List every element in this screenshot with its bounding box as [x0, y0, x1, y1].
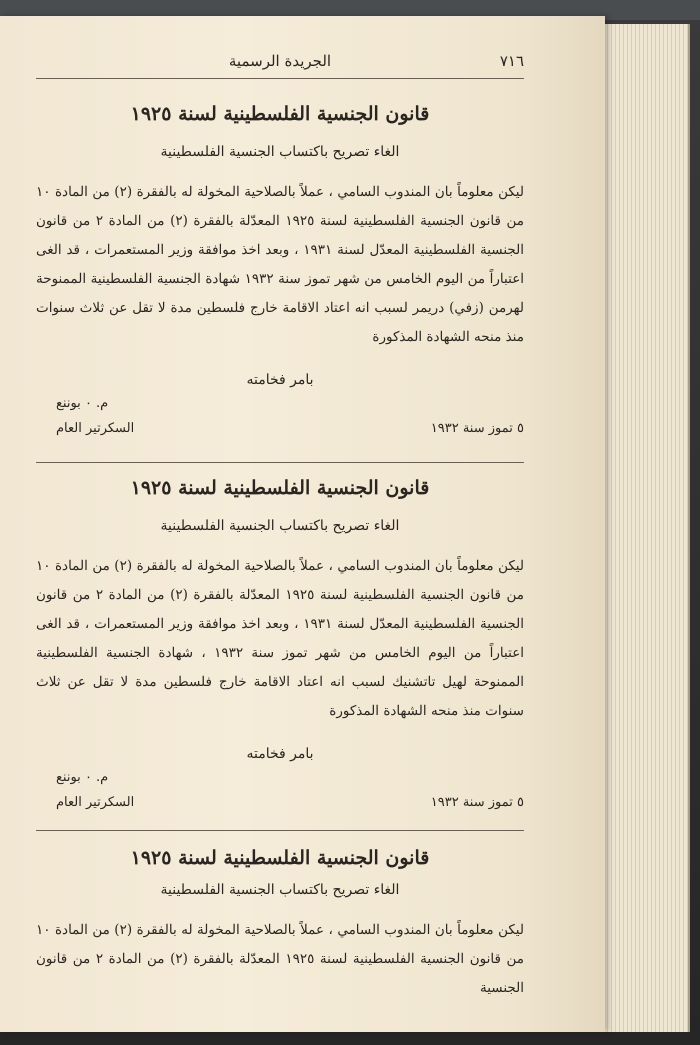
notice-section-3 [36, 842, 524, 1003]
notice-title: قانون الجنسية الفلسطينية لسنة ١٩٢٥ [130, 103, 430, 125]
by-order-line: بامر فخامته [246, 746, 314, 762]
section-divider-1 [36, 462, 524, 463]
header-rule [36, 78, 524, 79]
notice-section-1 [36, 98, 524, 440]
signature-block [36, 770, 524, 814]
notice-body: ليكن معلوماً بان المندوب السامي ، عملاً بالصلاحية المخولة له بالفقرة (٢) من المادة ١٠ من قانون الجنسية الفلسطينية لسنة ١٩٢٥ المعدّلة بالفقرة (٢) من المادة ٢ من قانون الجنسية الفلسطينية المعدّل لسنة ١٩٣١ ، وبعد اخذ موافقة وزير المستعمرات ، قد الغى اعتباراً من اليوم الخامس من شهر تموز سنة ١٩٣٢ شهادة الجنسية الفلسطينية الممنوحة لهرمن (زفي) دريمر لسبب انه اعتاد الاقامة خارج فلسطين مدة لا تقل عن ثلاث سنوات منذ منحه الشهادة المذكورة [36, 184, 524, 345]
notice-body: ليكن معلوماً بان المندوب السامي ، عملاً بالصلاحية المخولة له بالفقرة (٢) من المادة ١٠ من قانون الجنسية الفلسطينية لسنة ١٩٢٥ المعدّلة بالفقرة (٢) من المادة ٢ من قانون الجنسية الفلسطينية المعدّل لسنة ١٩٣١ ، وبعد اخذ موافقة وزير المستعمرات ، قد الغى اعتباراً من اليوم الخامس من شهر تموز سنة ١٩٣٢ ، شهادة الجنسية الفلسطينية الممنوحة لهيل تاتشنيك لسبب انه اعتاد الاقامة خارج فلسطين مدة لا تقل عن ثلاث سنوات منذ منحه الشهادة المذكورة [36, 558, 524, 719]
notice-body: ليكن معلوماً بان المندوب السامي ، عملاً بالصلاحية المخولة له بالفقرة (٢) من المادة ١٠ من قانون الجنسية الفلسطينية لسنة ١٩٢٥ المعدّلة بالفقرة (٢) من المادة ٢ من قانون الجنسية [36, 922, 524, 996]
notice-title: قانون الجنسية الفلسطينية لسنة ١٩٢٥ [130, 847, 430, 869]
notice-subtitle: الغاء تصريح باكتساب الجنسية الفلسطينية [160, 144, 400, 160]
signatory-title: السكرتير العام [56, 795, 135, 810]
notice-title: قانون الجنسية الفلسطينية لسنة ١٩٢٥ [130, 477, 430, 499]
page-number: ٧١٦ [499, 52, 524, 70]
running-title: الجريدة الرسمية [228, 52, 332, 70]
notice-subtitle: الغاء تصريح باكتساب الجنسية الفلسطينية [160, 882, 400, 898]
notice-subtitle: الغاء تصريح باكتساب الجنسية الفلسطينية [160, 518, 400, 534]
signature-block [36, 396, 524, 440]
section-divider-2 [36, 830, 524, 831]
notice-section-2 [36, 472, 524, 814]
signatory-name: م. ٠ بوننع [56, 396, 109, 411]
by-order-line: بامر فخامته [246, 372, 314, 388]
signatory-name: م. ٠ بوننع [56, 770, 109, 785]
notice-date: ٥ تموز سنة ١٩٣٢ [430, 421, 524, 436]
notice-date: ٥ تموز سنة ١٩٣٢ [430, 795, 524, 810]
book-page [0, 16, 605, 1032]
signatory-title: السكرتير العام [56, 421, 135, 436]
